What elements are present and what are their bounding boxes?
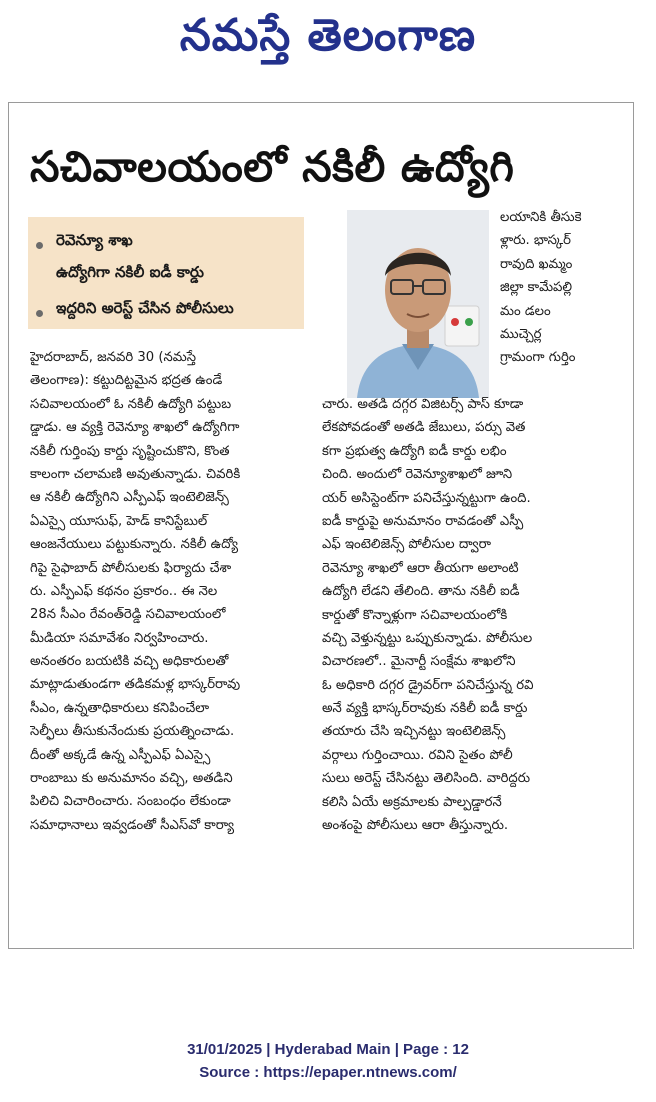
article-line: రాంబాబు కు అనుమానం వచ్చి, అతడిని (30, 771, 233, 787)
article-line: రు. ఎస్పీఎఫ్ కథనం ప్రకారం.. ఈ నెల (30, 583, 218, 599)
article-line: గిపై సైఫాబాద్ పోలీసులకు ఫిర్యాదు చేశా (30, 560, 232, 576)
article-line: తయారు చేసి ఇచ్చినట్టు ఇంటెలిజెన్స్ (322, 724, 506, 740)
article-line: రెవెన్యూ శాఖలో ఆరా తీయగా అలాంటి (322, 560, 519, 576)
article-line: అనంతరం బయటికి వచ్చి అధికారులతో (30, 654, 229, 670)
article-line: వచ్చి వెళ్తున్నట్టు ఒప్పుకున్నాడు. పోలీసుల (322, 630, 533, 646)
article-line: వర్గాలు గుర్తించాయి. రవిని సైతం పోలీ (322, 747, 513, 763)
article-line: యర్ అసిస్టెంట్‌గా పనిచేస్తున్నట్టుగా ఉంది. (322, 490, 531, 506)
article-line: ఆ నకిలీ ఉద్యోగిని ఎస్పీఎఫ్ ఇంటెలిజెన్స్ (30, 490, 229, 506)
article-line: సచివాలయంలో ఓ నకిలీ ఉద్యోగి పట్టుబ (30, 396, 232, 412)
footer-date-edition: 31/01/2025 | Hyderabad Main | Page : 12 (187, 1041, 469, 1058)
article-column-right-top (500, 206, 630, 370)
article-headline: సచివాలయంలో నకిలీ ఉద్యోగి (30, 142, 515, 191)
footer-source-link[interactable]: Source : https://epaper.ntnews.com/ (199, 1064, 457, 1081)
article-line: ఏఎస్సై యూసుఫ్, హెడ్ కానిస్టేబుల్ (30, 513, 208, 529)
article-line: కార్డుతో కొన్నాళ్లుగా సచివాలయంలోకి (322, 607, 508, 623)
article-line: దీంతో అక్కడే ఉన్న ఎస్పీఎఫ్ ఏఎస్సై (30, 747, 211, 763)
article-line: లయానికి తీసుకె (500, 210, 582, 225)
article-line: మీడియా సమావేశం నిర్వహించారు. (30, 630, 209, 646)
article-column-right (322, 393, 622, 837)
article-line: మాట్లాడుతుండగా తడికమళ్ల భాస్కర్‌రావు (30, 677, 241, 693)
bullet-icon (36, 242, 43, 249)
article-line: తెలంగాణ): కట్టుదిట్టమైన భద్రత ఉండే (30, 373, 223, 389)
article-line: నకిలీ గుర్తింపు కార్డు సృష్టించుకొని, కొంత (30, 443, 230, 459)
article-line: ఓ అధికారి దగ్గర డ్రైవర్‌గా పనిచేస్తున్న రవి (322, 677, 534, 693)
article-line: హైదరాబాద్, జనవరి 30 (నమస్తే (30, 350, 196, 365)
article-line: ముచ్చెర్ల (500, 326, 542, 342)
article-line: ఆంజనేయులు పట్టుకున్నారు. నకిలీ ఉద్యో (30, 537, 239, 553)
article-line: ఉద్యోగి లేడని తేలింది. తాను నకిలీ ఐడీ (322, 584, 520, 600)
bullet-icon (36, 310, 43, 317)
article-line: ఎఫ్ ఇంటెలిజెన్స్ పోలీసుల ద్వారా (322, 537, 491, 553)
masthead-title: నమస్తే తెలంగాణ (179, 10, 477, 61)
article-line: సీఎం, ఉన్నతాధికారులు కనిపించేలా (30, 700, 210, 716)
newspaper-masthead (0, 6, 656, 76)
article-line: ఐడీ కార్డుపై అనుమానం రావడంతో ఎస్పీ (322, 513, 524, 529)
article-line: అంశంపై పోలీసులు ఆరా తీస్తున్నారు. (322, 818, 509, 834)
article-line: విచారణలో.. మైనార్టీ సంక్షేమ శాఖలోని (322, 654, 516, 670)
person-portrait-icon (347, 210, 489, 398)
article-line: రావుది ఖమ్మం (500, 256, 573, 272)
article-line: 28న సీఎం రేవంత్‌రెడ్డి సచివాలయంలో (30, 607, 226, 623)
article-line: జిల్లా కామేపల్లి (500, 280, 573, 296)
article-line: ళ్లారు. భాస్కర్ (500, 233, 571, 249)
article-line: అనే వ్యక్తి భాస్కర్‌రావుకు నకిలీ ఐడీ కార్డు (322, 701, 528, 717)
article-line: చారు. అతడి దగ్గర విజిటర్స్ పాస్ కూడా (322, 397, 524, 412)
article-line: చింది. అందులో రెవెన్యూశాఖలో జూని (322, 467, 513, 483)
article-line: సులు అరెస్ట్ చేసినట్టు తెలిసింది. వారిద్దరు (322, 771, 531, 787)
article-line: సమాధానాలు ఇవ్వడంతో సీఎస్‌వో కార్యా (30, 817, 235, 833)
article-frame-bottom-rule (8, 948, 632, 949)
article-line: లేకపోవడంతో అతడి జేబులు, పర్సు వెత (322, 420, 526, 436)
article-line: మం డలం (500, 303, 551, 319)
article-line: కగా ప్రభుత్వ ఉద్యోగి ఐడీ కార్డు లభిం (322, 443, 507, 459)
article-line: కలిసి ఏయే అక్రమాలకు పాల్పడ్డారనే (322, 794, 502, 810)
highlight-item: రెవెన్యూ శాఖ (56, 231, 133, 249)
article-line: డ్డాడు. ఆ వ్యక్తి రెవెన్యూ శాఖలో ఉద్యోగిగా (30, 420, 240, 436)
highlight-item: ఉద్యోగిగా నకిలీ ఐడీ కార్డు (56, 263, 204, 281)
article-column-left (30, 346, 310, 837)
highlights-box (28, 217, 304, 329)
article-line: పిలిచి విచారించారు. సంబంధం లేకుండా (30, 794, 231, 810)
article-line: కాలంగా చలామణి అవుతున్నాడు. చివరికి (30, 466, 241, 482)
article-line: సెల్ఫీలు తీసుకునేందుకు ప్రయత్నించాడు. (30, 724, 235, 740)
highlight-item: ఇద్దరిని అరెస్ట్ చేసిన పోలీసులు (56, 299, 234, 317)
article-line: గ్రామంగా గుర్తిం (500, 350, 576, 366)
